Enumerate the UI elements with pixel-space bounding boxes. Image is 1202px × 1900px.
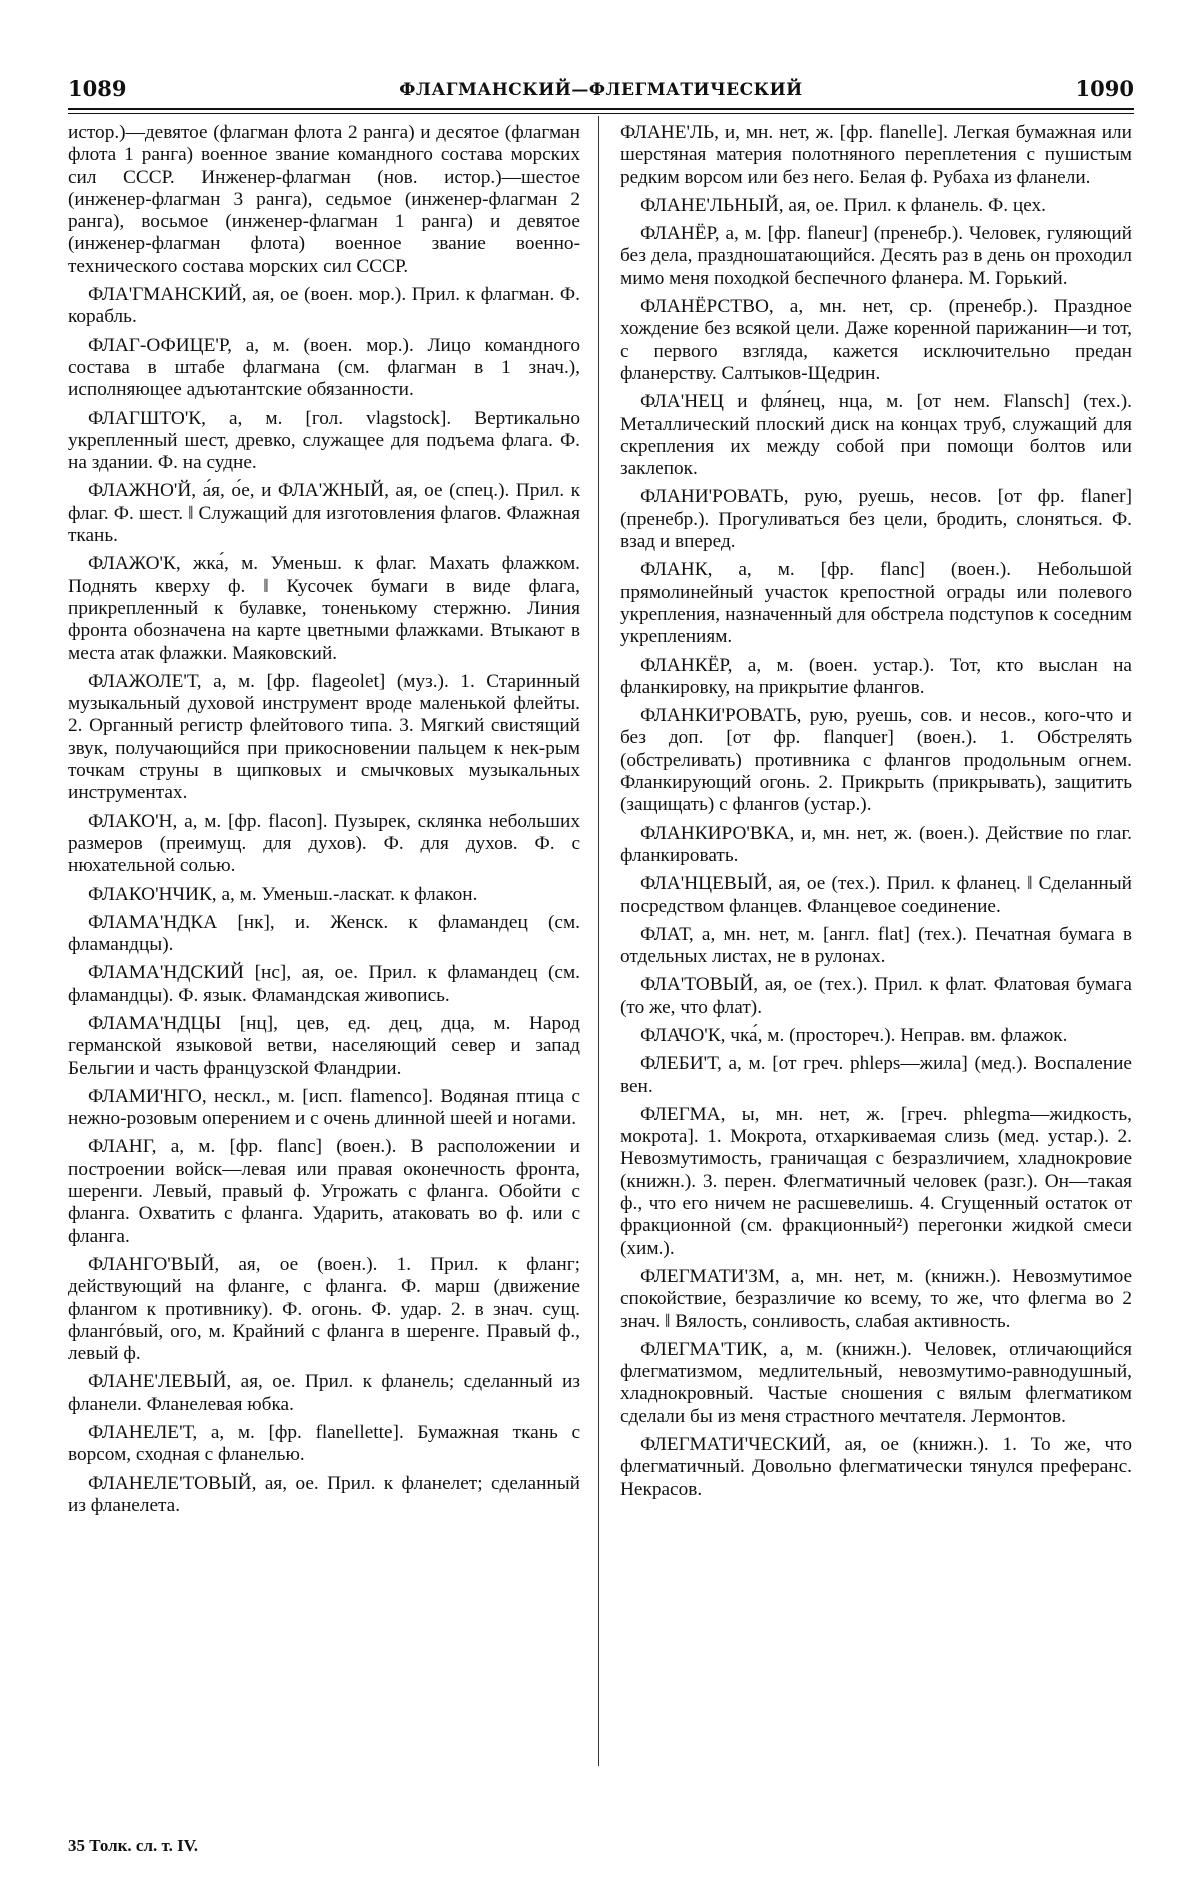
- dictionary-entry: ФЛАГ-ОФИЦЕ'Р, а, м. (воен. мор.). Лицо командного состава в штабе флагмана (см. флагман в 1 знач.), исполняющее адъютантские обязанности.: [68, 334, 580, 401]
- page-footer: 35 Толк. сл. т. IV.: [68, 1836, 199, 1855]
- dictionary-entry: ФЛАНК, а, м. [фр. flanc] (воен.). Небольшой прямолинейный участок крепостной ограды или полевого укрепления, назначенный для обстрела подступов к соседним укреплениям.: [620, 559, 1132, 648]
- dictionary-entry: ФЛАНЕ'ЛЕВЫЙ, ая, ое. Прил. к фланель; сделанный из фланели. Фланелевая юбка.: [68, 1371, 580, 1415]
- dictionary-entry: ФЛА'НЦЕВЫЙ, ая, ое (тех.). Прил. к фланец. ‖ Сделанный посредством фланцев. Фланцевое соединение.: [620, 873, 1132, 917]
- dictionary-entry: ФЛАНЕЛЕ'ТОВЫЙ, ая, ое. Прил. к фланелет; сделанный из фланелета.: [68, 1472, 580, 1516]
- dictionary-entry: ФЛАМА'НДСКИЙ [нс], ая, ое. Прил. к фламандец (см. фламандцы). Ф. язык. Фламандская живопись.: [68, 962, 580, 1006]
- dictionary-entry: ФЛАНИ'РОВАТЬ, рую, руешь, несов. [от фр. flaner] (пренебр.). Прогуливаться без цели, бродить, слоняться. Ф. взад и вперед.: [620, 486, 1132, 553]
- right-column: [620, 122, 1132, 1822]
- dictionary-entry: ФЛАНКИ'РОВАТЬ, рую, руешь, сов. и несов., кого-что и без доп. [от фр. flanquer] (воен.). 1. Обстрелять (обстреливать) противника с флангов продольным огнем. Фланкирующий огонь. 2. Прикрыть (прикрывать), защитить (защищать) с флангов (устар.).: [620, 705, 1132, 816]
- dictionary-entry: ФЛА'ТОВЫЙ, ая, ое (тех.). Прил. к флат. Флатовая бумага (то же, что флат).: [620, 974, 1132, 1018]
- dictionary-entry: ФЛЕБИ'Т, а, м. [от греч. phleps—жила] (мед.). Воспаление вен.: [620, 1053, 1132, 1097]
- page-number-right: 1090: [1075, 76, 1134, 101]
- dictionary-entry: ФЛАЖО'К, жка́, м. Уменьш. к флаг. Махать флажком. Поднять кверху ф. ‖ Кусочек бумаги в виде флага, прикрепленный к булавке, тоненькому стержню. Линия фронта обозначена на карте цветными флажками. Втыкают в места атак флажки. Маяковский.: [68, 553, 580, 664]
- dictionary-entry: ФЛА'НЕЦ и фля́нец, нца, м. [от нем. Flansch] (тех.). Металлический плоский диск на концах труб, служащий для скрепления их между собой при помощи болтов или заклепок.: [620, 391, 1132, 480]
- dictionary-entry: ФЛАЧО'К, чка́, м. (простореч.). Неправ. вм. флажок.: [640, 1024, 1068, 1046]
- dictionary-entry: ФЛАТ, а, мн. нет, м. [англ. flat] (тех.). Печатная бумага в отдельных листах, не в рулонах.: [620, 923, 1132, 968]
- dictionary-entry: ФЛА'ГМАНСКИЙ, ая, ое (воен. мор.). Прил. к флагман. Ф. корабль.: [68, 284, 580, 328]
- dictionary-entry: истор.)—девятое (флагман флота 2 ранга) и десятое (флагман флота 1 ранга) военное звание командного состава морских сил СССР. Инженер-флагман (нов. истор.)—шестое (инженер-флагман 3 ранга), седьмое (инженер-флагман 2 ранга), восьмое (инженер-флагман 1 ранга) и девятое (инженер-флагман флота) военное звание военно-технического состава морских сил СССР.: [68, 122, 580, 277]
- dictionary-entry: ФЛЕГМА, ы, мн. нет, ж. [греч. phlegma—жидкость, мокрота]. 1. Мокрота, отхаркиваемая слизь (мед. устар.). 2. Невозмутимость, граничащая с безразличием, хладнокровие (книжн.). 3. перен. Флегматичный человек (разг.). Он—такая ф., что его ничем не расшевелишь. 4. Сгущенный остаток от фракционной (см. фракционный²) перегонки жидкой смеси (хим.).: [620, 1103, 1132, 1259]
- dictionary-entry: ФЛАКО'НЧИК, а, м. Уменьш.-ласкат. к флакон.: [88, 883, 478, 905]
- page-header: [68, 76, 1134, 106]
- dictionary-entry: ФЛАМА'НДЦЫ [нц], цев, ед. дец, дца, м. Народ германской языковой ветви, населяющий север и запад Бельгии и часть французской Фландрии.: [68, 1012, 580, 1079]
- dictionary-entry: ФЛАНЕЛЕ'Т, а, м. [фр. flanellette]. Бумажная ткань с ворсом, сходная с фланелью.: [68, 1422, 580, 1466]
- dictionary-entry: ФЛАГШТО'К, а, м. [гол. vlagstock]. Вертикально укрепленный шест, древко, служащее для подъема флага. Ф. на здании. Ф. на судне.: [68, 407, 580, 474]
- dictionary-entry: ФЛАНЕ'ЛЬ, и, мн. нет, ж. [фр. flanelle]. Легкая бумажная или шерстяная материя полотняного переплетения с пушистым редким ворсом или без него. Белая ф. Рубаха из фланели.: [620, 122, 1132, 188]
- left-column: [68, 122, 580, 1822]
- header-rule: [68, 108, 1134, 114]
- dictionary-entry: ФЛАНЁРСТВО, а, мн. нет, ср. (пренебр.). Праздное хождение без всякой цели. Даже коренной парижанин—и тот, с первого взгляда, кажется исключительно предан фланерству. Салтыков-Щедрин.: [620, 296, 1132, 384]
- dictionary-entry: ФЛАНЁР, а, м. [фр. flaneur] (пренебр.). Человек, гуляющий без дела, праздношатающийся. Десять раз в день он проходил мимо меня походкой беспечного фланера. М. Горький.: [620, 223, 1132, 289]
- dictionary-entry: ФЛЕГМАТИ'ЧЕСКИЙ, ая, ое (книжн.). 1. То же, что флегматичный. Довольно флегматически тянулся преферанс. Некрасов.: [620, 1434, 1132, 1500]
- running-title: ФЛАГМАНСКИЙ—ФЛЕГМАТИЧЕСКИЙ: [399, 80, 803, 100]
- dictionary-entry: ФЛАНГ, а, м. [фр. flanc] (воен.). В расположении и построении войск—левая или правая оконечность фронта, шеренги. Левый, правый ф. Угрожать с фланга. Обойти с фланга. Охватить с фланга. Ударить, атаковать во ф. или с фланга.: [68, 1136, 580, 1247]
- dictionary-entry: ФЛЕГМА'ТИК, а, м. (книжн.). Человек, отличающийся флегматизмом, медлительный, невозмутимо-равнодушный, хладнокровный. Частые сношения с вялым флегматиком сделали бы из меня страстного мечтателя. Лермонтов.: [620, 1338, 1132, 1427]
- dictionary-entry: ФЛАКО'Н, а, м. [фр. flacon]. Пузырек, склянка небольших размеров (преимущ. для духов). Ф. для духов. Ф. с нюхательной солью.: [68, 810, 580, 877]
- dictionary-entry: ФЛАМИ'НГО, нескл., м. [исп. flamenco]. Водяная птица с нежно-розовым оперением и с очень длинной шеей и ногами.: [68, 1085, 580, 1130]
- dictionary-entry: ФЛАНКЁР, а, м. (воен. устар.). Тот, кто выслан на фланкировку, на прикрытие флангов.: [620, 654, 1132, 698]
- dictionary-entry: ФЛАЖОЛЕ'Т, а, м. [фр. flageolet] (муз.). 1. Старинный музыкальный духовой инструмент вроде маленькой флейты. 2. Органный регистр флейтового типа. 3. Мягкий свистящий звук, получающийся при прикосновении пальцем к нек-рым точкам струны в щипковых и смычковых музыкальных инструментах.: [68, 670, 580, 804]
- page-number-left: 1089: [68, 76, 127, 101]
- dictionary-entry: ФЛАМА'НДКА [нк], и. Женск. к фламандец (см. фламандцы).: [68, 911, 580, 956]
- dictionary-entry: ФЛАЖНО'Й, а́я, о́е, и ФЛА'ЖНЫЙ, ая, ое (спец.). Прил. к флаг. Ф. шест. ‖ Служащий для изготовления флагов. Флажная ткань.: [68, 480, 580, 547]
- dictionary-entry: ФЛАНКИРО'ВКА, и, мн. нет, ж. (воен.). Действие по глаг. фланкировать.: [620, 822, 1132, 866]
- column-divider: [598, 116, 599, 1766]
- dictionary-entry: ФЛЕГМАТИ'ЗМ, а, мн. нет, м. (книжн.). Невозмутимое спокойствие, безразличие ко всему, то же, что флегма во 2 знач. ‖ Вялость, сонливость, слабая активность.: [620, 1265, 1132, 1332]
- dictionary-entry: ФЛАНГО'ВЫЙ, ая, ое (воен.). 1. Прил. к фланг; действующий на фланге, с фланга. Ф. марш (движение флангом к противнику). Ф. огонь. Ф. удар. 2. в знач. сущ. флангóвый, ого, м. Крайний с фланга в шеренге. Правый ф., левый ф.: [68, 1253, 580, 1365]
- dictionary-entry: ФЛАНЕ'ЛЬНЫЙ, ая, ое. Прил. к фланель. Ф. цех.: [640, 194, 1046, 216]
